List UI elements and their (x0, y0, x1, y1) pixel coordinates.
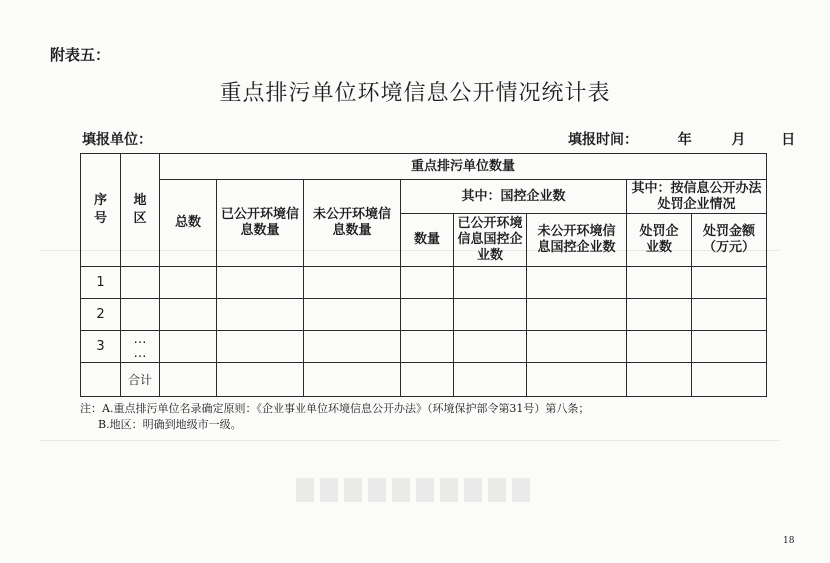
header-total: 总数 (160, 180, 217, 267)
table-row (81, 331, 767, 363)
page-number: 18 (783, 536, 795, 546)
bleed-through-line (40, 250, 780, 251)
header-region: 地区 (121, 154, 160, 267)
note-a: 注：A.重点排污单位名录确定原则：《企业事业单位环境信息公开办法》（环境保护部令第31号）第八条； (80, 402, 590, 415)
header-disclosed: 已公开环境信息数量 (217, 180, 304, 267)
page-title: 重点排污单位环境信息公开情况统计表 (219, 81, 611, 106)
fill-time-day: 日 (781, 132, 796, 148)
fill-time-month: 月 (731, 132, 746, 148)
row-index: 2 (81, 299, 121, 331)
header-group-state: 其中：国控企业数 (401, 180, 627, 214)
fill-time-line (568, 129, 795, 149)
row-index: 3 (81, 331, 121, 363)
row-index: 1 (81, 267, 121, 299)
header-penalty-count: 处罚企业数 (627, 214, 692, 267)
header-penalty-amount: 处罚金额（万元） (692, 214, 767, 267)
bleed-through-mark (290, 478, 530, 502)
table-row-total (81, 363, 767, 397)
fill-unit-label: 填报单位： (82, 132, 152, 148)
annex-label: 附表五： (50, 46, 111, 64)
header-state-count: 数量 (401, 214, 454, 267)
header-group-penalty: 其中：按信息公开办法处罚企业情况 (627, 180, 767, 214)
fill-time-label: 填报时间： (568, 132, 638, 148)
table-row (81, 267, 767, 299)
table-row (81, 299, 767, 331)
header-state-undisclosed: 未公开环境信息国控企业数 (527, 214, 627, 267)
header-group-main: 重点排污单位数量 (160, 154, 767, 180)
bleed-through-line (40, 440, 780, 441)
fill-time-year: 年 (677, 132, 692, 148)
note-b: B.地区：明确到地级市一级。 (98, 418, 242, 431)
row-ellipsis: … … (121, 331, 160, 363)
header-index: 序号 (81, 154, 121, 267)
total-label: 合计 (121, 363, 160, 397)
header-undisclosed: 未公开环境信息数量 (304, 180, 401, 267)
statistics-table (80, 153, 767, 397)
header-state-disclosed: 已公开环境信息国控企业数 (454, 214, 527, 267)
